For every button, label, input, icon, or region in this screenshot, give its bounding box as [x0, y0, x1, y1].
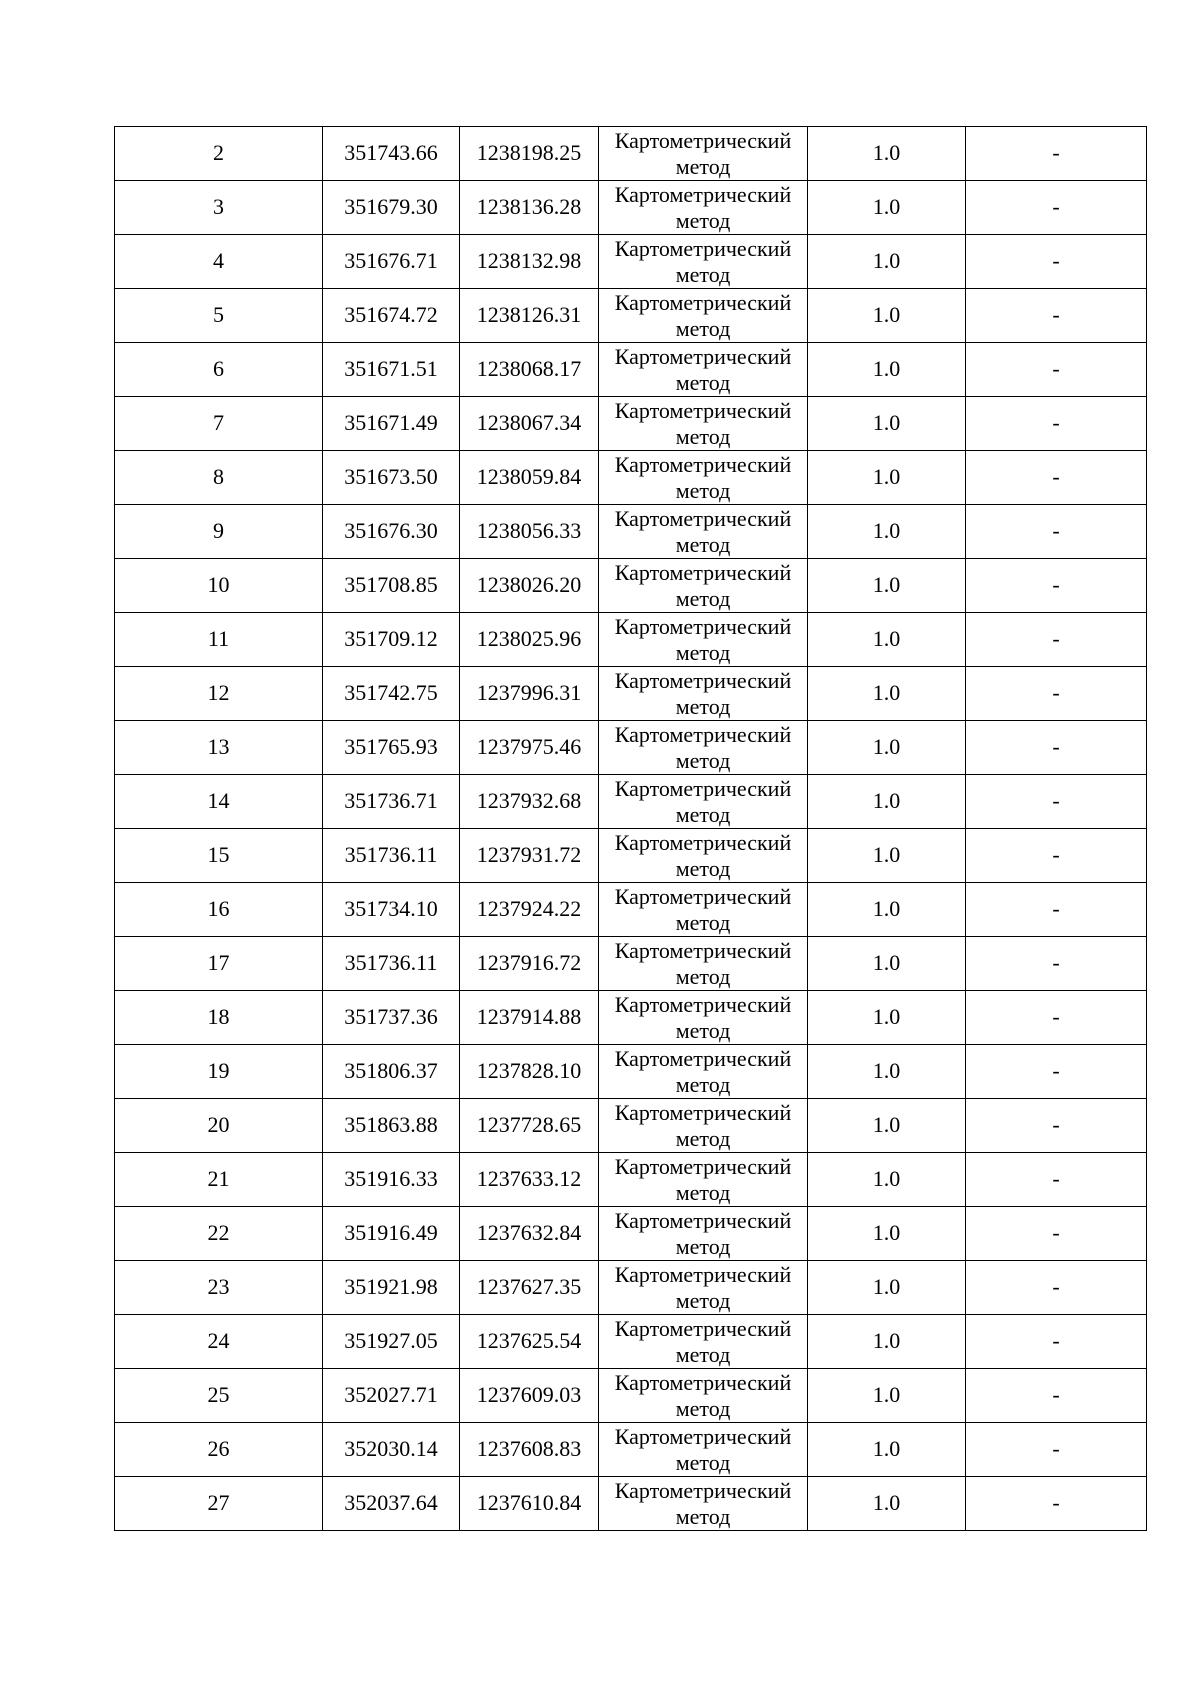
accuracy-cell: 1.0 [808, 289, 966, 343]
note-cell: - [966, 181, 1147, 235]
x-coordinate-cell: 351921.98 [323, 1261, 460, 1315]
x-coordinate-cell: 351674.72 [323, 289, 460, 343]
note-cell: - [966, 1153, 1147, 1207]
method-line-1: Картометрический [614, 1262, 792, 1287]
method-cell [599, 883, 808, 937]
table-row [115, 883, 1147, 937]
method-cell [599, 829, 808, 883]
method-cell [599, 613, 808, 667]
method-line-2: метод [675, 910, 731, 935]
accuracy-cell: 1.0 [808, 1423, 966, 1477]
coordinates-table [114, 126, 1147, 1531]
accuracy-cell: 1.0 [808, 1369, 966, 1423]
method-cell [599, 1369, 808, 1423]
table-row [115, 1153, 1147, 1207]
method-line-1: Картометрический [614, 884, 792, 909]
y-coordinate-cell: 1237996.31 [460, 667, 599, 721]
y-coordinate-cell: 1238126.31 [460, 289, 599, 343]
method-cell [599, 1153, 808, 1207]
accuracy-cell: 1.0 [808, 1261, 966, 1315]
note-cell: - [966, 1045, 1147, 1099]
x-coordinate-cell: 351927.05 [323, 1315, 460, 1369]
note-cell: - [966, 1207, 1147, 1261]
accuracy-cell: 1.0 [808, 667, 966, 721]
note-cell: - [966, 883, 1147, 937]
y-coordinate-cell: 1238026.20 [460, 559, 599, 613]
note-cell: - [966, 127, 1147, 181]
note-cell: - [966, 991, 1147, 1045]
point-number-cell: 4 [115, 235, 323, 289]
point-number-cell: 12 [115, 667, 323, 721]
table-row [115, 991, 1147, 1045]
note-cell: - [966, 937, 1147, 991]
point-number-cell: 9 [115, 505, 323, 559]
point-number-cell: 22 [115, 1207, 323, 1261]
y-coordinate-cell: 1237931.72 [460, 829, 599, 883]
method-line-1: Картометрический [614, 830, 792, 855]
accuracy-cell: 1.0 [808, 127, 966, 181]
method-line-1: Картометрический [614, 290, 792, 315]
table-row [115, 1423, 1147, 1477]
accuracy-cell: 1.0 [808, 991, 966, 1045]
point-number-cell: 13 [115, 721, 323, 775]
accuracy-cell: 1.0 [808, 937, 966, 991]
accuracy-cell: 1.0 [808, 613, 966, 667]
table-row [115, 1369, 1147, 1423]
x-coordinate-cell: 351765.93 [323, 721, 460, 775]
method-line-1: Картометрический [614, 938, 792, 963]
coordinates-table-body [115, 127, 1147, 1531]
method-cell [599, 1207, 808, 1261]
method-line-1: Картометрический [614, 1208, 792, 1233]
x-coordinate-cell: 351673.50 [323, 451, 460, 505]
method-line-2: метод [675, 316, 731, 341]
note-cell: - [966, 235, 1147, 289]
method-line-2: метод [675, 1450, 731, 1475]
method-cell [599, 505, 808, 559]
point-number-cell: 5 [115, 289, 323, 343]
x-coordinate-cell: 351734.10 [323, 883, 460, 937]
method-cell [599, 451, 808, 505]
point-number-cell: 3 [115, 181, 323, 235]
point-number-cell: 19 [115, 1045, 323, 1099]
accuracy-cell: 1.0 [808, 775, 966, 829]
point-number-cell: 10 [115, 559, 323, 613]
x-coordinate-cell: 351708.85 [323, 559, 460, 613]
y-coordinate-cell: 1238056.33 [460, 505, 599, 559]
method-line-1: Картометрический [614, 1046, 792, 1071]
method-line-2: метод [675, 424, 731, 449]
note-cell: - [966, 1477, 1147, 1531]
x-coordinate-cell: 351671.49 [323, 397, 460, 451]
y-coordinate-cell: 1237633.12 [460, 1153, 599, 1207]
y-coordinate-cell: 1237828.10 [460, 1045, 599, 1099]
table-row [115, 1477, 1147, 1531]
method-line-1: Картометрический [614, 182, 792, 207]
table-row [115, 829, 1147, 883]
method-line-1: Картометрический [614, 452, 792, 477]
table-row [115, 721, 1147, 775]
method-cell [599, 1477, 808, 1531]
y-coordinate-cell: 1237914.88 [460, 991, 599, 1045]
method-line-1: Картометрический [614, 344, 792, 369]
method-line-1: Картометрический [614, 1316, 792, 1341]
note-cell: - [966, 451, 1147, 505]
y-coordinate-cell: 1238198.25 [460, 127, 599, 181]
accuracy-cell: 1.0 [808, 721, 966, 775]
method-cell [599, 289, 808, 343]
note-cell: - [966, 667, 1147, 721]
y-coordinate-cell: 1237610.84 [460, 1477, 599, 1531]
method-line-2: метод [675, 1234, 731, 1259]
table-row [115, 1261, 1147, 1315]
accuracy-cell: 1.0 [808, 829, 966, 883]
accuracy-cell: 1.0 [808, 505, 966, 559]
table-row [115, 775, 1147, 829]
table-row [115, 613, 1147, 667]
note-cell: - [966, 397, 1147, 451]
method-line-2: метод [675, 1180, 731, 1205]
method-line-2: метод [675, 154, 731, 179]
method-line-1: Картометрический [614, 236, 792, 261]
method-line-1: Картометрический [614, 560, 792, 585]
x-coordinate-cell: 352030.14 [323, 1423, 460, 1477]
method-cell [599, 1315, 808, 1369]
y-coordinate-cell: 1237627.35 [460, 1261, 599, 1315]
x-coordinate-cell: 351806.37 [323, 1045, 460, 1099]
y-coordinate-cell: 1237924.22 [460, 883, 599, 937]
accuracy-cell: 1.0 [808, 1477, 966, 1531]
note-cell: - [966, 1369, 1147, 1423]
x-coordinate-cell: 351736.11 [323, 829, 460, 883]
point-number-cell: 14 [115, 775, 323, 829]
method-line-1: Картометрический [614, 668, 792, 693]
note-cell: - [966, 343, 1147, 397]
point-number-cell: 11 [115, 613, 323, 667]
point-number-cell: 8 [115, 451, 323, 505]
y-coordinate-cell: 1237916.72 [460, 937, 599, 991]
method-line-2: метод [675, 748, 731, 773]
x-coordinate-cell: 351737.36 [323, 991, 460, 1045]
method-line-1: Картометрический [614, 992, 792, 1017]
point-number-cell: 6 [115, 343, 323, 397]
y-coordinate-cell: 1238067.34 [460, 397, 599, 451]
accuracy-cell: 1.0 [808, 235, 966, 289]
method-line-1: Картометрический [614, 1370, 792, 1395]
note-cell: - [966, 721, 1147, 775]
method-cell [599, 343, 808, 397]
point-number-cell: 25 [115, 1369, 323, 1423]
point-number-cell: 16 [115, 883, 323, 937]
method-line-2: метод [675, 478, 731, 503]
point-number-cell: 23 [115, 1261, 323, 1315]
method-line-2: метод [675, 1126, 731, 1151]
accuracy-cell: 1.0 [808, 1099, 966, 1153]
method-line-1: Картометрический [614, 128, 792, 153]
y-coordinate-cell: 1238068.17 [460, 343, 599, 397]
table-row [115, 937, 1147, 991]
y-coordinate-cell: 1237608.83 [460, 1423, 599, 1477]
table-row [115, 289, 1147, 343]
note-cell: - [966, 559, 1147, 613]
accuracy-cell: 1.0 [808, 343, 966, 397]
accuracy-cell: 1.0 [808, 451, 966, 505]
x-coordinate-cell: 351743.66 [323, 127, 460, 181]
accuracy-cell: 1.0 [808, 397, 966, 451]
note-cell: - [966, 1315, 1147, 1369]
method-cell [599, 775, 808, 829]
accuracy-cell: 1.0 [808, 1207, 966, 1261]
method-cell [599, 181, 808, 235]
table-row [115, 235, 1147, 289]
method-line-1: Картометрический [614, 1478, 792, 1503]
y-coordinate-cell: 1237625.54 [460, 1315, 599, 1369]
method-line-2: метод [675, 694, 731, 719]
accuracy-cell: 1.0 [808, 1315, 966, 1369]
table-row [115, 343, 1147, 397]
method-line-1: Картометрический [614, 722, 792, 747]
note-cell: - [966, 1261, 1147, 1315]
x-coordinate-cell: 352037.64 [323, 1477, 460, 1531]
table-row [115, 1315, 1147, 1369]
table-row [115, 505, 1147, 559]
method-line-2: метод [675, 1342, 731, 1367]
method-cell [599, 127, 808, 181]
table-row [115, 1099, 1147, 1153]
point-number-cell: 17 [115, 937, 323, 991]
y-coordinate-cell: 1238025.96 [460, 613, 599, 667]
point-number-cell: 21 [115, 1153, 323, 1207]
y-coordinate-cell: 1238059.84 [460, 451, 599, 505]
method-line-1: Картометрический [614, 1100, 792, 1125]
method-line-2: метод [675, 1504, 731, 1529]
table-row [115, 1045, 1147, 1099]
x-coordinate-cell: 351671.51 [323, 343, 460, 397]
method-cell [599, 667, 808, 721]
x-coordinate-cell: 351916.33 [323, 1153, 460, 1207]
method-line-2: метод [675, 1288, 731, 1313]
method-cell [599, 1045, 808, 1099]
y-coordinate-cell: 1237728.65 [460, 1099, 599, 1153]
method-cell [599, 1423, 808, 1477]
method-cell [599, 1099, 808, 1153]
x-coordinate-cell: 351916.49 [323, 1207, 460, 1261]
x-coordinate-cell: 351742.75 [323, 667, 460, 721]
accuracy-cell: 1.0 [808, 883, 966, 937]
method-cell [599, 235, 808, 289]
y-coordinate-cell: 1238132.98 [460, 235, 599, 289]
note-cell: - [966, 829, 1147, 883]
point-number-cell: 20 [115, 1099, 323, 1153]
table-row [115, 127, 1147, 181]
method-line-2: метод [675, 640, 731, 665]
method-cell [599, 991, 808, 1045]
x-coordinate-cell: 351679.30 [323, 181, 460, 235]
note-cell: - [966, 613, 1147, 667]
point-number-cell: 7 [115, 397, 323, 451]
method-cell [599, 1261, 808, 1315]
method-line-2: метод [675, 370, 731, 395]
y-coordinate-cell: 1237975.46 [460, 721, 599, 775]
method-line-1: Картометрический [614, 1154, 792, 1179]
method-line-2: метод [675, 532, 731, 557]
y-coordinate-cell: 1237632.84 [460, 1207, 599, 1261]
x-coordinate-cell: 351863.88 [323, 1099, 460, 1153]
y-coordinate-cell: 1237932.68 [460, 775, 599, 829]
note-cell: - [966, 775, 1147, 829]
note-cell: - [966, 289, 1147, 343]
point-number-cell: 2 [115, 127, 323, 181]
method-cell [599, 937, 808, 991]
y-coordinate-cell: 1237609.03 [460, 1369, 599, 1423]
method-cell [599, 397, 808, 451]
method-line-2: метод [675, 1072, 731, 1097]
x-coordinate-cell: 351736.71 [323, 775, 460, 829]
method-line-2: метод [675, 1396, 731, 1421]
table-row [115, 1207, 1147, 1261]
method-line-1: Картометрический [614, 398, 792, 423]
method-cell [599, 559, 808, 613]
method-line-2: метод [675, 208, 731, 233]
method-line-2: метод [675, 586, 731, 611]
y-coordinate-cell: 1238136.28 [460, 181, 599, 235]
point-number-cell: 15 [115, 829, 323, 883]
method-line-2: метод [675, 802, 731, 827]
point-number-cell: 26 [115, 1423, 323, 1477]
accuracy-cell: 1.0 [808, 181, 966, 235]
method-line-1: Картометрический [614, 776, 792, 801]
table-row [115, 181, 1147, 235]
method-cell [599, 721, 808, 775]
method-line-1: Картометрический [614, 1424, 792, 1449]
table-row [115, 397, 1147, 451]
x-coordinate-cell: 351736.11 [323, 937, 460, 991]
table-row [115, 667, 1147, 721]
table-row [115, 559, 1147, 613]
method-line-2: метод [675, 856, 731, 881]
note-cell: - [966, 1099, 1147, 1153]
method-line-2: метод [675, 964, 731, 989]
x-coordinate-cell: 351676.30 [323, 505, 460, 559]
point-number-cell: 24 [115, 1315, 323, 1369]
method-line-2: метод [675, 262, 731, 287]
accuracy-cell: 1.0 [808, 559, 966, 613]
point-number-cell: 27 [115, 1477, 323, 1531]
accuracy-cell: 1.0 [808, 1153, 966, 1207]
x-coordinate-cell: 351709.12 [323, 613, 460, 667]
method-line-1: Картометрический [614, 614, 792, 639]
accuracy-cell: 1.0 [808, 1045, 966, 1099]
x-coordinate-cell: 351676.71 [323, 235, 460, 289]
note-cell: - [966, 1423, 1147, 1477]
table-row [115, 451, 1147, 505]
point-number-cell: 18 [115, 991, 323, 1045]
method-line-2: метод [675, 1018, 731, 1043]
x-coordinate-cell: 352027.71 [323, 1369, 460, 1423]
note-cell: - [966, 505, 1147, 559]
method-line-1: Картометрический [614, 506, 792, 531]
